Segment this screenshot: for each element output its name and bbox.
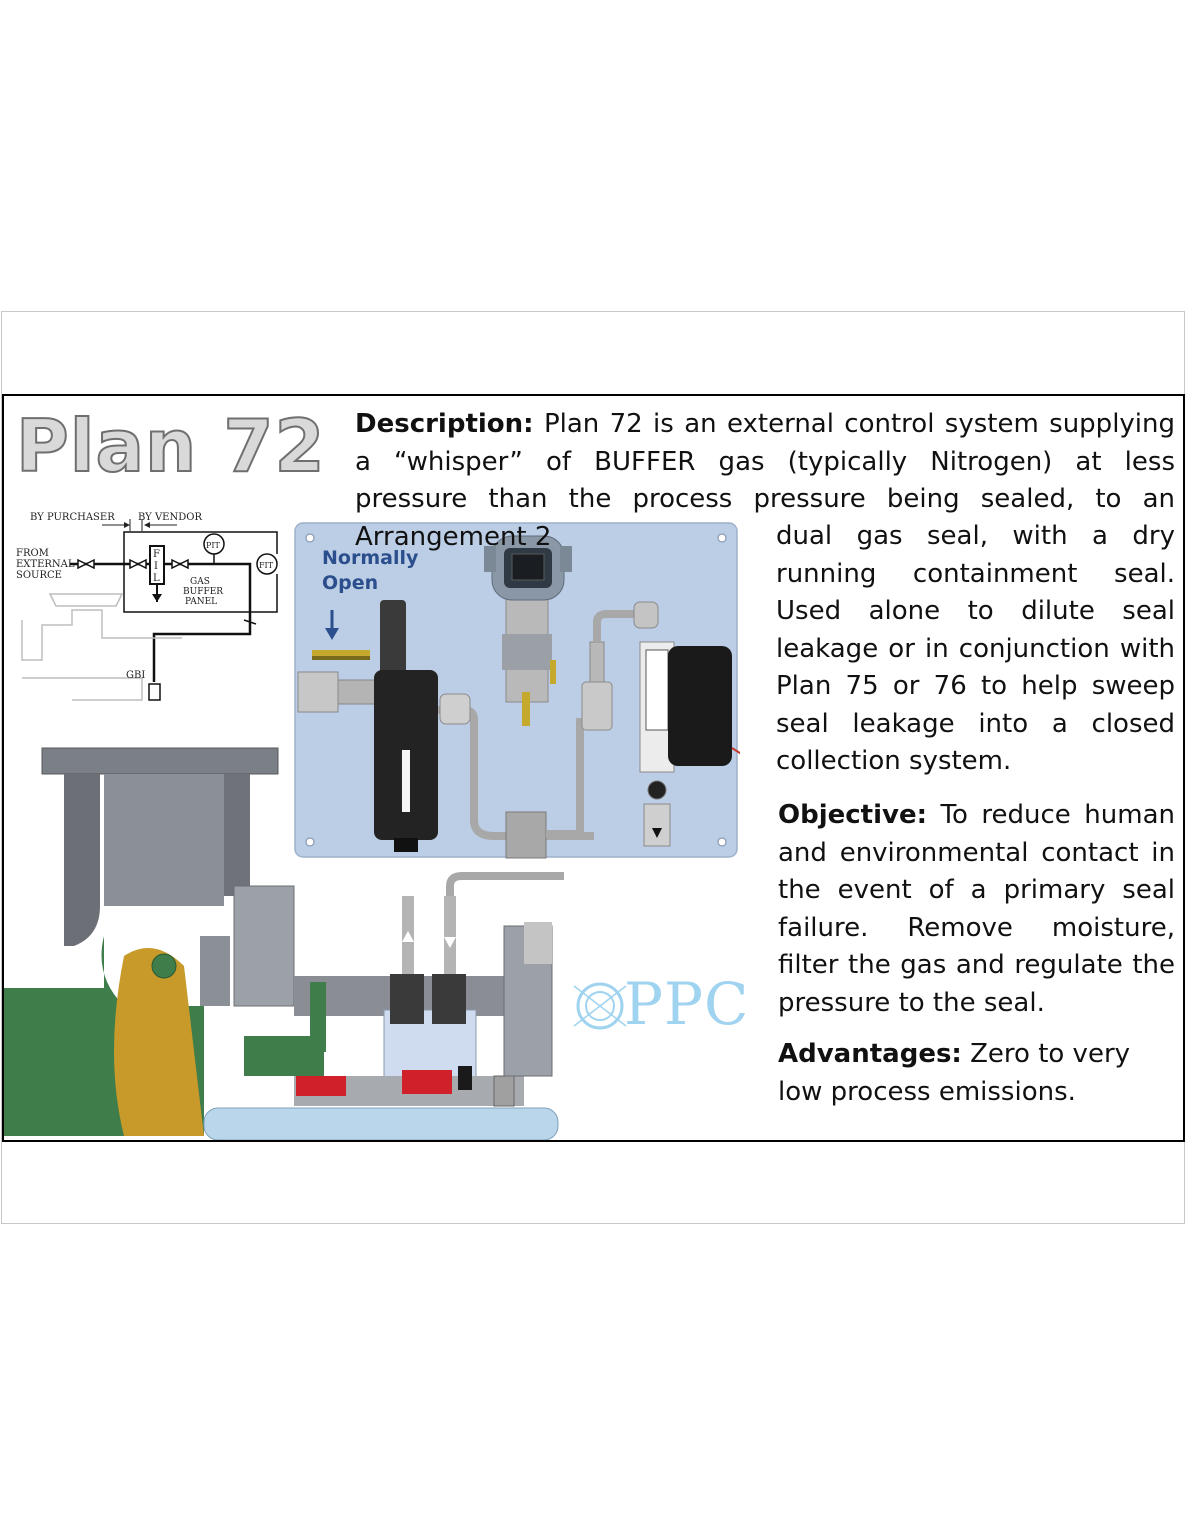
description-paragraph-side: dual gas seal, with a dry running containment seal. Used alone to dilute seal leakage or in conjunction with Plan 75 or 76 to help sweep seal leakage into a closed collection system.: [776, 521, 1175, 776]
buffer-label: BUFFER: [183, 587, 224, 597]
filter-letter-i: I: [154, 561, 158, 572]
slide: [2, 394, 1185, 1142]
panel-label-schematic: PANEL: [185, 597, 218, 607]
plan72-schematic-diagram: [12, 510, 292, 725]
ppc-logo-mark: [572, 976, 628, 1036]
dual-gas-seal-cutaway: [4, 736, 564, 1142]
advantages-text: Zero to very low process emissions.: [778, 1039, 1131, 1107]
advantages-label: Advantages:: [778, 1039, 962, 1069]
description-text-top: Plan 72 is an external control system supplying a “whisper” of BUFFER gas (typically Nitrogen) at less pressure than the process pressure being sealed, to an Arrangement 2: [355, 409, 1176, 552]
ppc-logo: [572, 970, 752, 1038]
by-purchaser-label: BY PURCHASER: [30, 512, 115, 523]
ppc-logo-text: PPC: [624, 970, 750, 1038]
pit-label: PIT: [206, 541, 220, 550]
gbi-label: GBI: [126, 670, 146, 681]
page-title: Plan 72: [16, 404, 326, 488]
from-label: FROM: [16, 548, 49, 559]
filter-letter-l: L: [153, 573, 160, 584]
by-vendor-label: BY VENDOR: [138, 512, 202, 523]
advantages-paragraph: [778, 1036, 1175, 1111]
source-label: SOURCE: [16, 570, 62, 581]
normally-open-label: Normally Open: [322, 547, 419, 594]
filter-letter-f: F: [153, 549, 160, 560]
description-label: Description:: [355, 409, 534, 439]
gas-label: GAS: [190, 577, 210, 587]
fit-label: FIT: [259, 561, 274, 570]
objective-paragraph: [778, 797, 1175, 1022]
external-label: EXTERNAL: [16, 559, 75, 570]
objective-label: Objective:: [778, 800, 927, 830]
objective-text: To reduce human and environmental contact in the event of a primary seal failure. Remove moisture, filter the gas and regulate the pressure to the seal.: [778, 800, 1175, 1018]
